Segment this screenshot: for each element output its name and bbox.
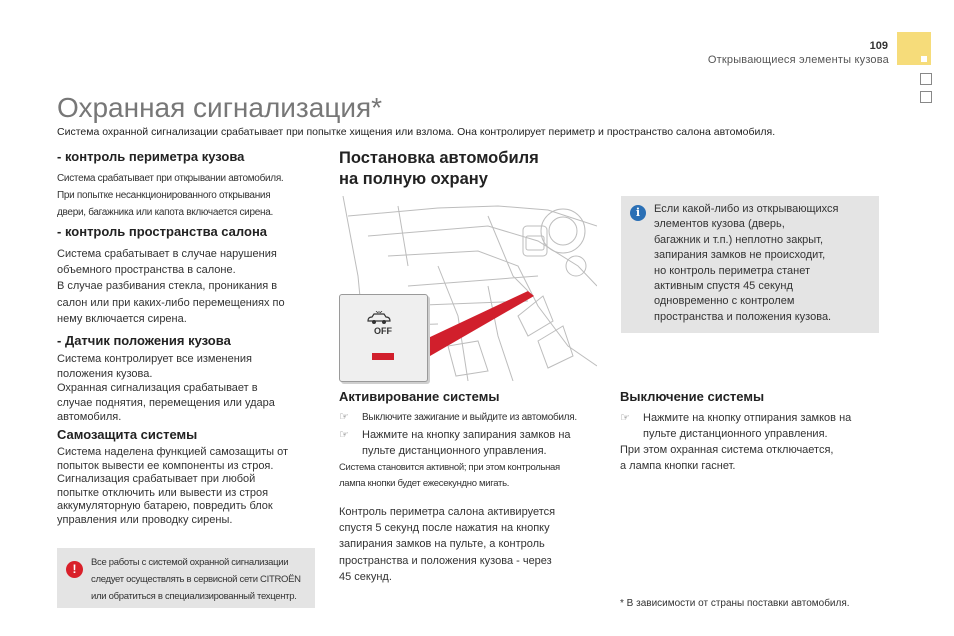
text-line: Система срабатывает при открывании автомобиля. xyxy=(57,173,284,184)
off-label: OFF xyxy=(374,326,392,336)
heading-line: Постановка автомобиля xyxy=(339,149,539,167)
text-line: но контроль периметра станет xyxy=(654,264,810,277)
text-line: При этом охранная система отключается, xyxy=(620,444,834,456)
text-line: двери, багажника или капота включается сирена. xyxy=(57,207,273,218)
tilt-text xyxy=(57,352,327,425)
tab-marker xyxy=(921,56,927,62)
step-item xyxy=(620,410,890,442)
text-line: Система становится активной; при этом контрольная xyxy=(339,462,560,473)
text-line: пространства и положения кузова - через xyxy=(339,554,552,567)
text-line: одновременно с контролем xyxy=(654,295,795,308)
text-line: При попытке несанкционированного открывания xyxy=(57,190,271,201)
activation-heading: Активирование системы xyxy=(339,389,500,404)
chapter-tab xyxy=(920,91,932,103)
text-line: запирания замков на пульте, а контроль xyxy=(339,538,545,551)
self-protection-heading: Самозащита системы xyxy=(57,427,198,442)
text-line: 45 секунд. xyxy=(339,570,392,583)
footnote: * В зависимости от страны поставки автомобиля. xyxy=(620,598,850,609)
heading-line: на полную охрану xyxy=(339,170,488,188)
text-line: нему включается сирена. xyxy=(57,312,187,325)
finger-pointer-icon: ☞ xyxy=(620,412,630,424)
text-line: элементов кузова (дверь, xyxy=(654,218,785,231)
self-protection-text xyxy=(57,446,327,528)
text-line: случае поднятия, перемещения или удара xyxy=(57,396,275,409)
text-line: лампа кнопки будет ежесекундно мигать. xyxy=(339,478,510,489)
text-line: пульте дистанционного управления. xyxy=(643,428,828,440)
text-line: Нажмите на кнопку запирания замков на xyxy=(362,429,571,441)
text-line: Контроль периметра салона активируется xyxy=(339,506,556,518)
text-line: багажник и т.п.) неплотно закрыт, xyxy=(654,233,824,246)
info-box xyxy=(621,196,879,333)
finger-pointer-icon: ☞ xyxy=(339,411,349,423)
setting-alarm-heading xyxy=(339,148,539,190)
text-line: аккумуляторную батарею, повредить блок xyxy=(57,500,273,513)
deactivation-paragraph xyxy=(620,442,890,474)
text-line: салон или при каких-либо перемещениях по xyxy=(57,296,285,309)
chapter-tab xyxy=(920,73,932,85)
deactivation-steps xyxy=(620,410,890,474)
text-line: активным спустя 45 секунд xyxy=(654,280,793,293)
info-icon: i xyxy=(630,205,646,221)
finger-pointer-icon: ☞ xyxy=(339,429,349,441)
text-line: Выключите зажигание и выйдите из автомобиля. xyxy=(362,412,577,423)
text-line: управления или проводку сирены. xyxy=(57,513,233,526)
interior-text xyxy=(57,246,327,327)
section-name: Открывающиеся элементы кузова xyxy=(707,54,889,66)
warning-text xyxy=(91,554,313,605)
car-alarm-icon xyxy=(365,311,393,323)
text-line: Система срабатывает в случае нарушения xyxy=(57,248,277,260)
text-line: а лампа кнопки гаснет. xyxy=(620,460,736,472)
warning-icon: ! xyxy=(66,561,83,578)
page-title: Охранная сигнализация* xyxy=(57,92,383,123)
tilt-heading: - Датчик положения кузова xyxy=(57,333,231,348)
text-line: Сигнализация срабатывает при любой xyxy=(57,473,256,486)
text-line: В случае разбивания стекла, проникания в xyxy=(57,280,278,293)
interior-heading: - контроль пространства салона xyxy=(57,224,268,239)
text-line: следует осуществлять в сервисной сети CITROËN xyxy=(91,574,301,585)
text-line: Система контролирует все изменения xyxy=(57,353,252,365)
alarm-button-closeup xyxy=(339,294,428,382)
page-number: 109 xyxy=(869,40,888,52)
text-line: Если какой-либо из открывающихся xyxy=(654,203,839,215)
text-line: пульте дистанционного управления. xyxy=(362,445,547,457)
deactivation-heading: Выключение системы xyxy=(620,389,765,404)
text-line: попытке отключить или вывести из строя xyxy=(57,486,269,499)
activation-steps xyxy=(339,410,609,492)
intro-text: Система охранной сигнализации срабатывает при попытке хищения или взлома. Она контролирует периметр и пространство салона автомобиля. xyxy=(57,126,776,138)
text-line: положения кузова. xyxy=(57,367,153,380)
text-line: Охранная сигнализация срабатывает в xyxy=(57,382,258,394)
chapter-tab-active xyxy=(897,32,931,65)
activation-paragraph xyxy=(339,504,609,585)
text-line: автомобиля. xyxy=(57,411,122,423)
activation-note xyxy=(339,460,609,492)
warning-box xyxy=(57,548,315,608)
perimeter-heading: - контроль периметра кузова xyxy=(57,149,245,164)
text-line: или обратиться в специализированный техцентр. xyxy=(91,591,297,602)
text-line: запирания замков не происходит, xyxy=(654,249,826,262)
text-line: пространства и положения кузова. xyxy=(654,310,832,323)
text-line: Нажмите на кнопку отпирания замков на xyxy=(643,412,852,424)
info-text xyxy=(654,202,876,325)
text-line: Система наделена функцией самозащиты от xyxy=(57,446,289,458)
step-item xyxy=(339,410,609,425)
step-item xyxy=(339,427,609,459)
text-line: спустя 5 секунд после нажатия на кнопку xyxy=(339,522,550,535)
text-line: попыток вывести ее компоненты из строя. xyxy=(57,459,274,472)
indicator-lamp xyxy=(372,353,394,360)
text-line: объемного пространства в салоне. xyxy=(57,264,236,277)
text-line: Все работы с системой охранной сигнализации xyxy=(91,557,289,568)
perimeter-text xyxy=(57,170,327,221)
